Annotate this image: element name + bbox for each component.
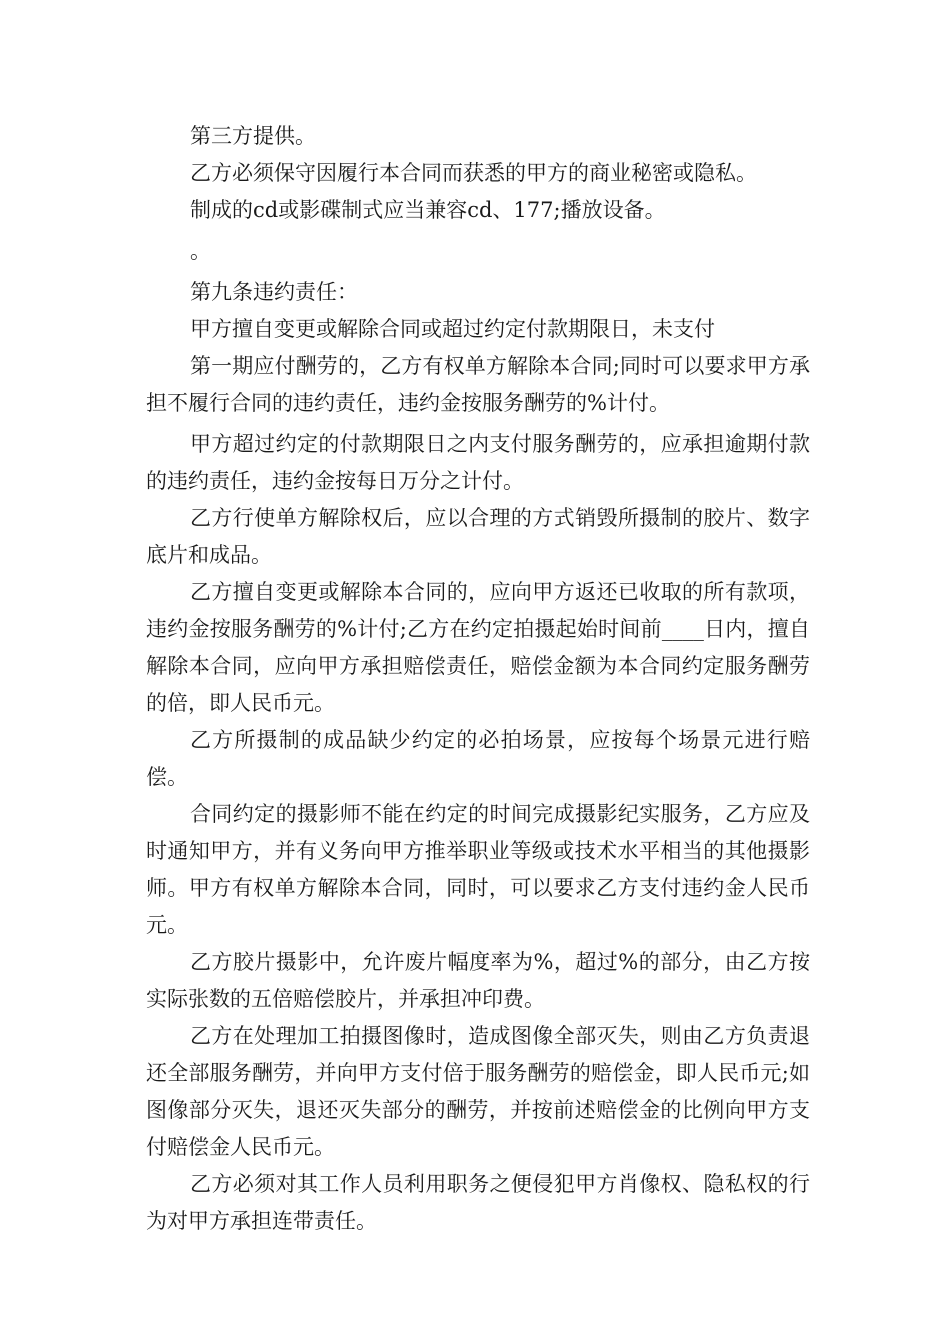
paragraph-disc-format: 制成的cd或影碟制式应当兼容cd、177;播放设备。	[190, 198, 666, 222]
paragraph-joint-liability: 乙方必须对其工作人员利用职务之便侵犯甲方肖像权、隐私权的行为对甲方承担连带责任。	[146, 1172, 810, 1233]
paragraph-late-payment: 甲方超过约定的付款期限日之内支付服务酬劳的，应承担逾期付款的违约责任，违约金按每日万分之计付。	[146, 432, 810, 493]
paragraph-waste-film: 乙方胶片摄影中，允许废片幅度率为%，超过%的部分，由乙方按实际张数的五倍赔偿胶片，并承担冲印费。	[146, 950, 810, 1011]
paragraph-photographer-unavailable: 合同约定的摄影师不能在约定的时间完成摄影纪实服务，乙方应及时通知甲方，并有义务向甲方推举职业等级或技术水平相当的其他摄影师。甲方有权单方解除本合同，同时，可以要求乙方支付违约金人民币元。	[146, 802, 810, 937]
paragraph-party-b-change: 乙方擅自变更或解除本合同的，应向甲方返还已收取的所有款项，违约金按服务酬劳的%计付;乙方在约定拍摄起始时间前____日内，擅自解除本合同，应向甲方承担赔偿责任，赔偿金额为本合同约定服务酬劳的倍，即人民币元。	[146, 580, 810, 715]
section-heading-breach-liability: 第九条违约责任：	[190, 280, 358, 304]
paragraph-missing-scenes: 乙方所摄制的成品缺少约定的必拍场景，应按每个场景元进行赔偿。	[146, 728, 810, 789]
paragraph-image-loss: 乙方在处理加工拍摄图像时，造成图像全部灭失，则由乙方负责退还全部服务酬劳，并向甲方支付倍于服务酬劳的赔偿金，即人民币元;如图像部分灭失，退还灭失部分的酬劳，并按前述赔偿金的比例向甲方支付赔偿金人民币元。	[146, 1024, 810, 1159]
paragraph-period: 。	[190, 239, 211, 263]
paragraph-confidentiality: 乙方必须保守因履行本合同而获悉的甲方的商业秘密或隐私。	[190, 161, 757, 185]
document-page	[146, 118, 810, 1240]
paragraph-third-party: 第三方提供。	[190, 124, 316, 148]
paragraph-destroy-film: 乙方行使单方解除权后，应以合理的方式销毁所摄制的胶片、数字底片和成品。	[146, 506, 810, 567]
paragraph-first-payment: 第一期应付酬劳的，乙方有权单方解除本合同;同时可以要求甲方承担不履行合同的违约责任，违约金按服务酬劳的%计付。	[146, 354, 810, 415]
paragraph-party-a-change: 甲方擅自变更或解除合同或超过约定付款期限日，未支付	[190, 317, 715, 341]
